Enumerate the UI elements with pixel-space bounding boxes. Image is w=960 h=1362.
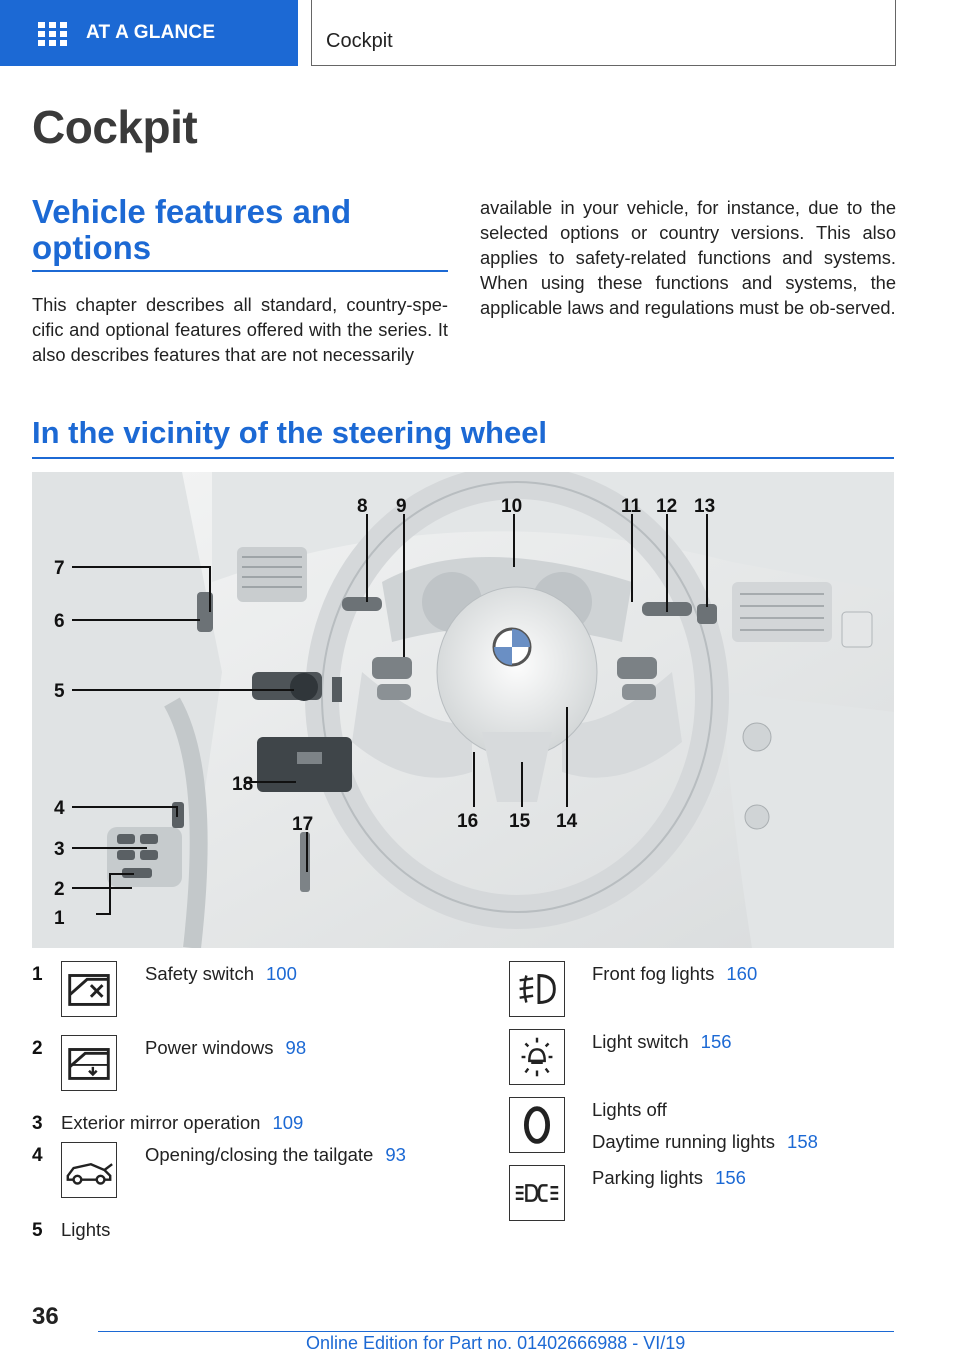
legend-label: Front fog lights — [592, 963, 715, 984]
chapter-tab[interactable] — [0, 0, 298, 66]
page-reference-link[interactable]: 100 — [266, 963, 297, 984]
legend-number-5: 5 — [32, 1220, 43, 1241]
callout-10: 10 — [501, 496, 523, 517]
callout-18: 18 — [232, 774, 254, 795]
callout-9: 9 — [396, 496, 407, 517]
grid-menu-icon — [38, 22, 66, 44]
callout-15: 15 — [509, 811, 531, 832]
legend-item-2 — [145, 1037, 306, 1059]
callout-3: 3 — [54, 839, 65, 860]
legend-item-fog-lights — [592, 963, 757, 985]
legend-number-3: 3 — [32, 1113, 43, 1134]
legend-label: Light switch — [592, 1031, 689, 1052]
section-divider — [32, 457, 894, 459]
cockpit-drawing — [32, 472, 894, 948]
chapter-tab-label: AT A GLANCE — [86, 22, 216, 43]
legend-number-2: 2 — [32, 1038, 43, 1059]
page-reference-link[interactable]: 98 — [285, 1037, 307, 1058]
legend-item-light-switch — [592, 1031, 732, 1053]
footer-divider — [98, 1331, 894, 1332]
legend-item-1 — [145, 963, 297, 985]
section-title-steering-wheel: In the vicinity of the steering wheel — [32, 415, 548, 450]
legend-label: Opening/closing the tailgate — [145, 1144, 374, 1165]
callout-1: 1 — [54, 908, 65, 929]
page-reference-link[interactable]: 160 — [726, 963, 758, 984]
section-header-box — [311, 0, 896, 66]
light-switch-icon — [509, 1029, 565, 1085]
legend-label: Lights off — [592, 1099, 667, 1120]
page-title: Cockpit — [32, 101, 198, 153]
callout-6: 6 — [54, 611, 65, 632]
legend-number-1: 1 — [32, 964, 43, 985]
page-reference-link[interactable]: 93 — [385, 1144, 406, 1165]
legend-item-daytime-lights — [592, 1131, 818, 1153]
power-window-icon — [61, 1035, 117, 1091]
callout-8: 8 — [357, 496, 368, 517]
footer-edition-text: Online Edition for Part no. 01402666988 - VI/19 — [306, 1333, 686, 1353]
parking-lights-icon — [509, 1165, 565, 1221]
legend-label: Power windows — [145, 1037, 274, 1058]
callout-11: 11 — [621, 496, 642, 517]
callout-17: 17 — [292, 814, 314, 835]
legend-item-lights-off — [592, 1099, 667, 1121]
page-number: 36 — [32, 1303, 59, 1330]
fog-light-icon — [509, 961, 565, 1017]
legend-item-4 — [145, 1144, 406, 1166]
callout-7: 7 — [54, 558, 65, 579]
window-lock-icon — [61, 961, 117, 1017]
tailgate-icon — [61, 1142, 117, 1198]
callout-16: 16 — [457, 811, 479, 832]
callout-4: 4 — [54, 798, 65, 819]
page-reference-link[interactable]: 156 — [700, 1031, 732, 1052]
legend-label: Safety switch — [145, 963, 254, 984]
legend-label: Exterior mirror operation — [61, 1112, 261, 1133]
callout-5: 5 — [54, 681, 65, 702]
legend-label: Lights — [61, 1219, 111, 1240]
page-reference-link[interactable]: 158 — [787, 1131, 818, 1152]
callout-12: 12 — [656, 496, 678, 517]
page-reference-link[interactable]: 109 — [272, 1112, 304, 1133]
callout-14: 14 — [556, 811, 578, 832]
legend-number-4: 4 — [32, 1145, 43, 1166]
callout-2: 2 — [54, 879, 65, 900]
legend-item-parking-lights — [592, 1167, 746, 1189]
legend-label: Parking lights — [592, 1167, 704, 1188]
legend-item-3 — [61, 1112, 303, 1134]
intro-paragraph-left: This chapter describes all standard, country-spe-cific and optional features offered with the series. It also describes features that are not necessarily — [32, 294, 448, 365]
legend-item-5 — [61, 1219, 110, 1241]
section-divider — [32, 270, 448, 272]
lights-off-icon — [509, 1097, 565, 1153]
section-title-features: Vehicle features and options — [32, 193, 352, 266]
section-header-title: Cockpit — [326, 30, 393, 52]
intro-paragraph-right: available in your vehicle, for instance, due to the selected options or country versions. This also applies to safety-related functions and systems. When using these functions and systems, the applicable laws and regulations must be ob-served. — [480, 197, 896, 318]
legend-label: Daytime running lights — [592, 1131, 776, 1152]
page-reference-link[interactable]: 156 — [715, 1167, 746, 1188]
callout-13: 13 — [694, 496, 716, 517]
cockpit-illustration — [32, 472, 894, 948]
